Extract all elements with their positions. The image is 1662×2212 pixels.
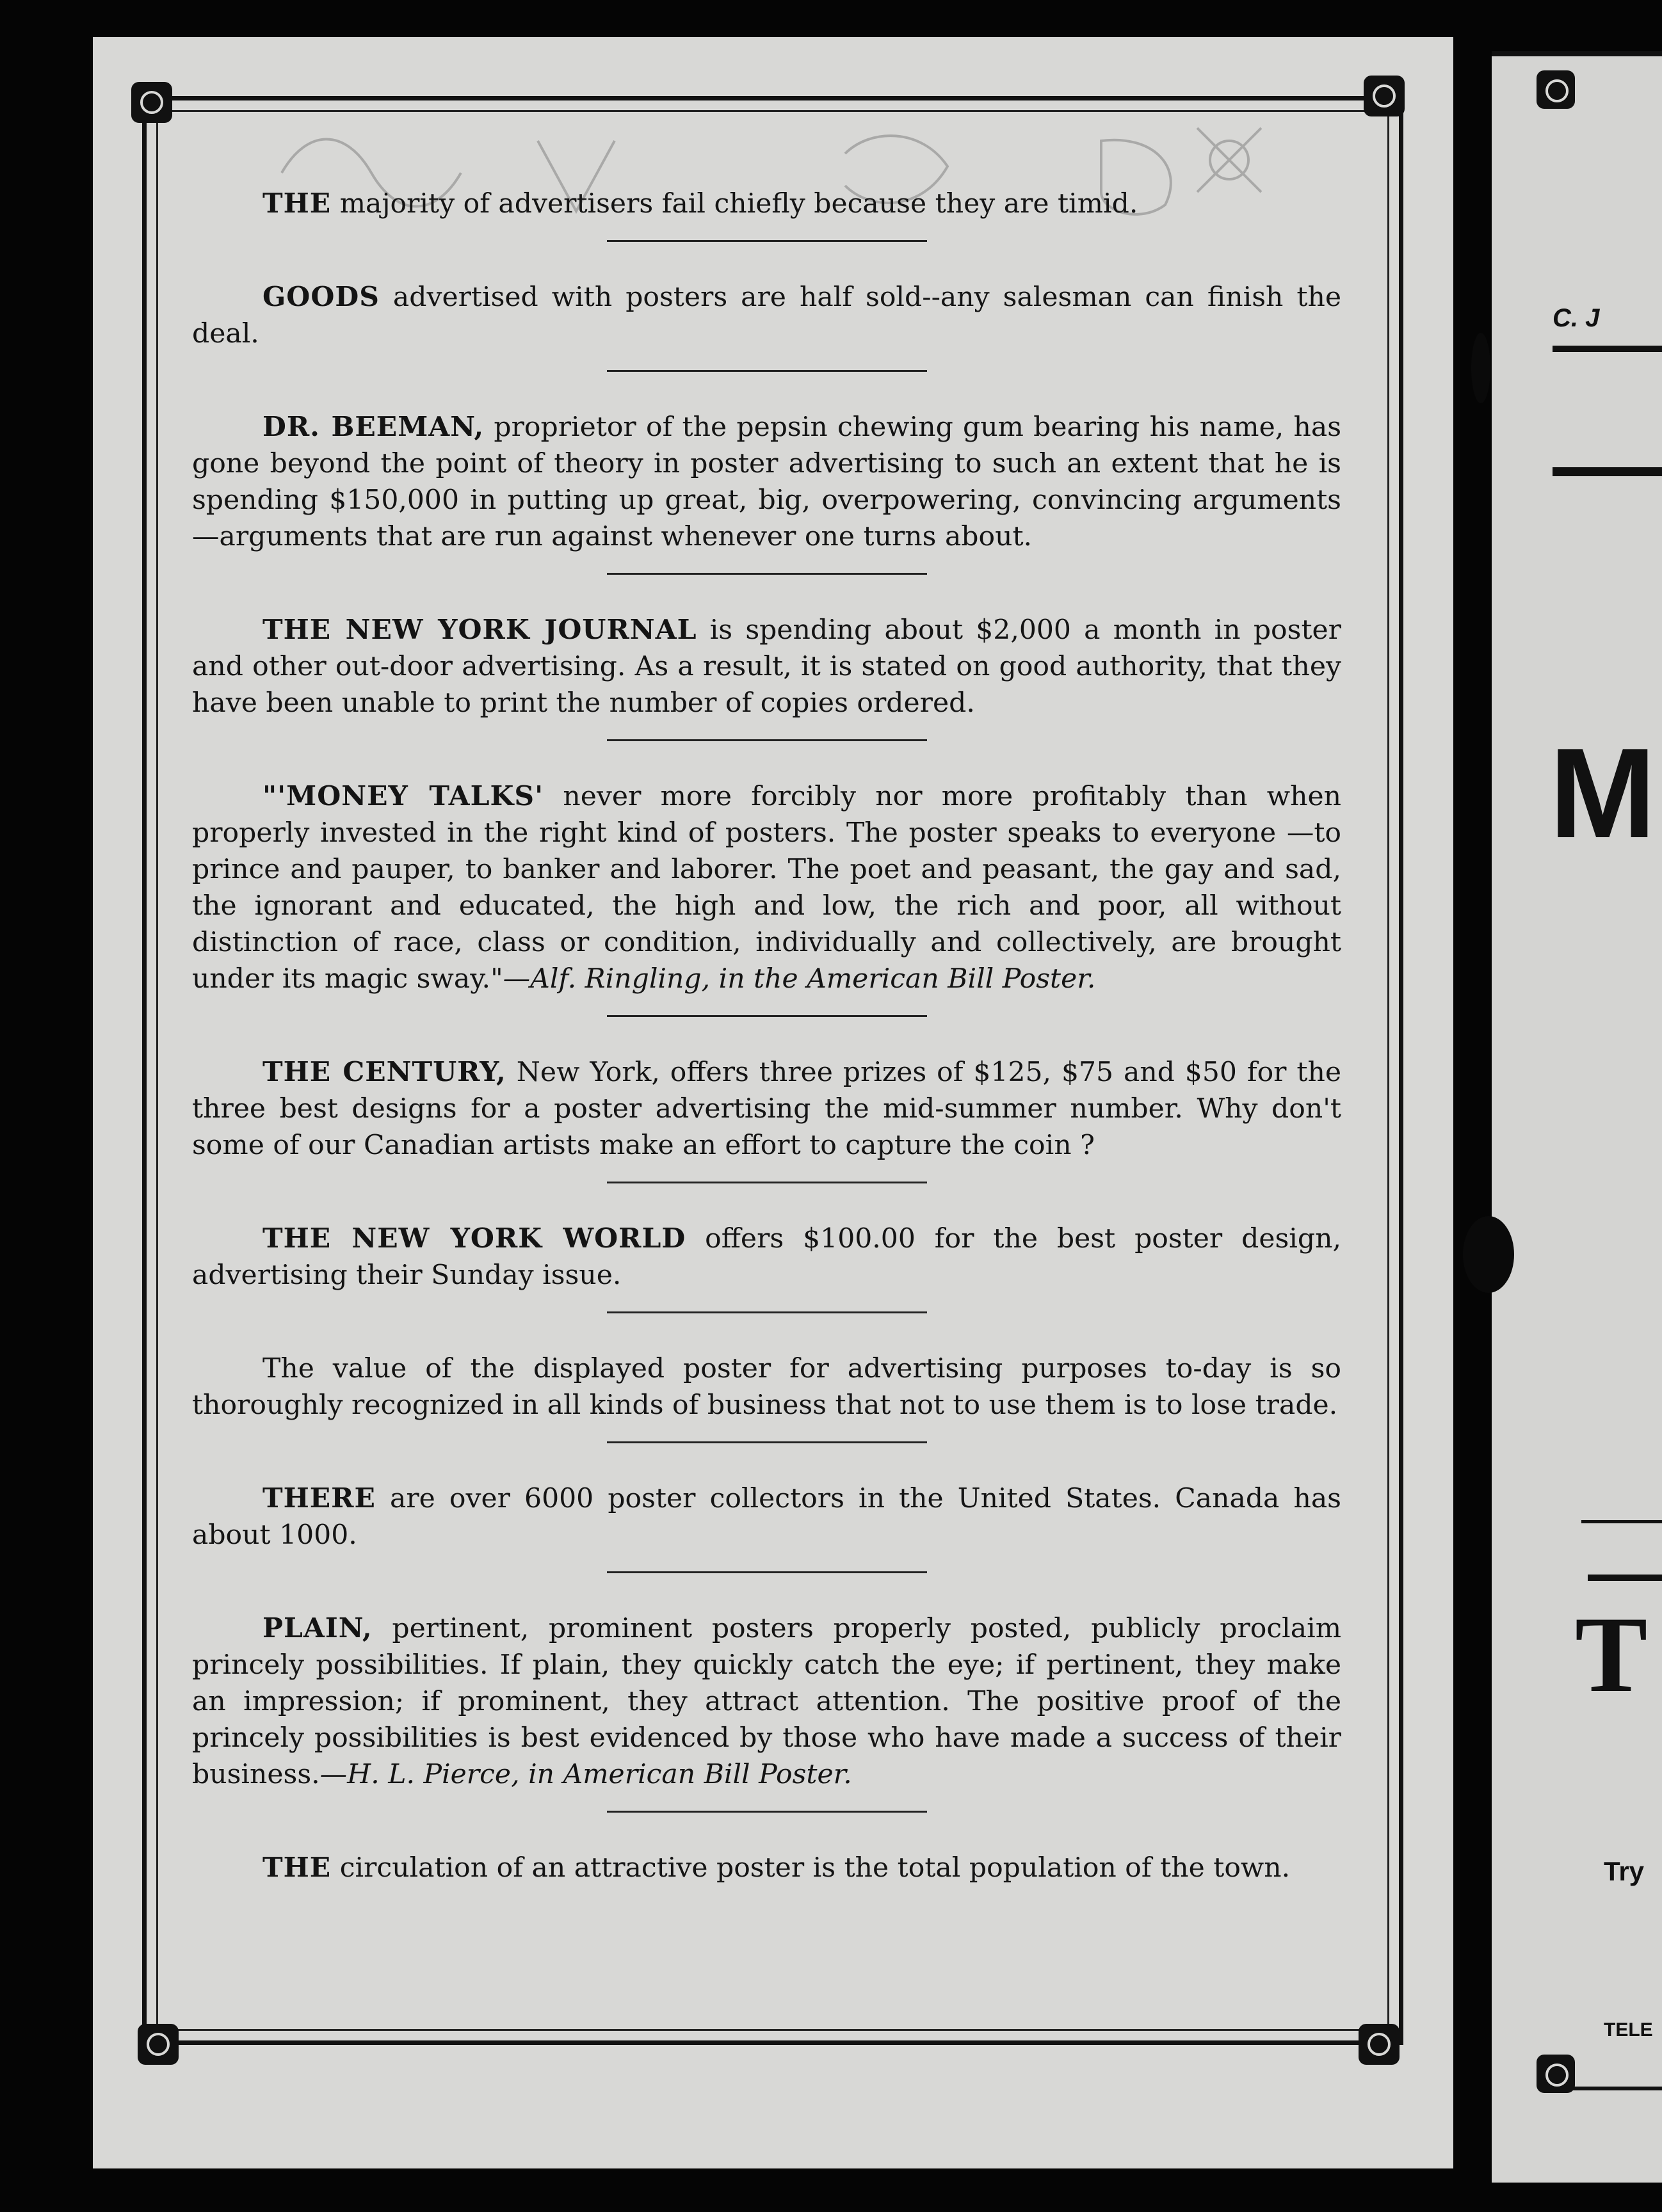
paragraph-lead: THE [262,188,332,220]
paragraph [192,279,1341,352]
separator-rule [607,1811,927,1813]
page-rule [1553,467,1662,476]
page-fragment-text: Try [1604,1856,1645,1886]
page-fragment-text: TELE [1604,2019,1653,2040]
separator-rule [607,240,927,242]
paragraph-lead: THE NEW YORK WORLD [262,1222,686,1254]
paragraph [192,612,1341,721]
paragraph-text: proprietor of the pepsin chewing gum bearing his name, has gone beyond the point of theory in poster advertising to such an extent that he is spending $150,000 in putting up great, big, overpowering, convincing arguments—arguments that are run against whenever one turns about. [192,412,1342,552]
paragraph-lead: PLAIN, [262,1612,373,1644]
quote-attribution: —H. L. Pierce, in American Bill Poster. [319,1759,852,1790]
separator-rule [607,1015,927,1017]
paragraph-text: advertised with posters are half sold--any salesman can finish the deal. [192,282,1341,349]
paragraph [192,1610,1341,1793]
paragraph-text: offers $100.00 for the best poster design, advertising their Sunday issue. [192,1223,1341,1291]
paragraph [192,1221,1341,1294]
paragraph [192,186,1341,222]
corner-ornament-icon [131,82,172,123]
separator-rule [607,1182,927,1183]
paragraph-lead: THE [262,1852,332,1884]
paragraph-text: never more forcibly nor more profitably than when properly invested in the right kind of posters. The poster speaks to everyone —to prince and pauper, to banker and laborer. The poet and peasant, the gay and sad, the ignorant and educated, the high and low, the rich and poor, all without distinction of race, class or condition, individually and collectively, are brought under its magic sway." [192,781,1342,995]
ink-blot [1471,333,1490,403]
corner-ornament-icon [1537,2055,1575,2093]
separator-rule [607,1441,927,1443]
paragraph-lead: "'MONEY TALKS' [262,780,544,812]
paragraph-text: majority of advertisers fail chiefly because they are timid. [331,188,1138,220]
paragraph-text: is spending about $2,000 a month in poster and other out-door advertising. As a result, it is stated on good authority, that they have been unable to print the number of copies ordered. [192,614,1341,719]
page-rule [1581,1520,1662,1523]
separator-rule [607,370,927,372]
corner-ornament-icon [1364,76,1405,116]
page-rule [1553,346,1662,352]
paragraph [192,1350,1341,1423]
separator-rule [607,739,927,741]
paragraph-lead: THE NEW YORK JOURNAL [262,614,697,646]
paragraph-text: The value of the displayed poster for advertising purposes to-day is so thoroughly recognized in all kinds of business that not to use them is to lose trade. [192,1353,1341,1421]
ink-blot [1463,1216,1514,1293]
quote-attribution: —Alf. Ringling, in the American Bill Poster. [503,963,1096,995]
paragraph-text: New York, offers three prizes of $125, $75 and $50 for the three best designs for a poster advertising the mid-summer number. Why don't some of our Canadian artists make an effort to capture the coin ? [192,1057,1341,1161]
page-fragment-text: C. J [1553,304,1600,332]
separator-rule [607,1311,927,1313]
corner-ornament-icon [1359,2024,1400,2065]
page-rule [1569,2087,1662,2090]
paragraph-lead: THERE [262,1482,376,1514]
paragraph [192,1054,1341,1164]
paragraph [192,778,1341,997]
corner-ornament-icon [1537,70,1575,109]
paragraph-text: pertinent, prominent posters properly posted, publicly proclaim princely possibilities. If plain, they quickly catch the eye; if pertinent, they make an impression; if prominent, they attract attention. The positive proof of the princely possibilities is best evidenced by those who have made a success of their business. [192,1613,1341,1790]
paragraph-lead: GOODS [262,281,380,313]
page-fragment-text: M [1549,722,1656,865]
paragraph-lead: THE CENTURY, [262,1056,506,1088]
paragraph-text: circulation of an attractive poster is the total population of the town. [331,1852,1291,1884]
paragraph-text: are over 6000 poster collectors in the United States. Canada has about 1000. [192,1483,1341,1551]
article-body [192,186,1341,1886]
page-rule [1492,51,1662,56]
page-fragment-text: T [1575,1594,1648,1715]
paragraph [192,409,1341,555]
separator-rule [607,573,927,575]
paragraph [192,1850,1341,1886]
adjacent-page [1492,51,1662,2183]
page-rule [1588,1575,1662,1581]
paragraph-lead: DR. BEEMAN, [262,411,485,443]
separator-rule [607,1571,927,1573]
corner-ornament-icon [138,2024,179,2065]
paragraph [192,1480,1341,1553]
